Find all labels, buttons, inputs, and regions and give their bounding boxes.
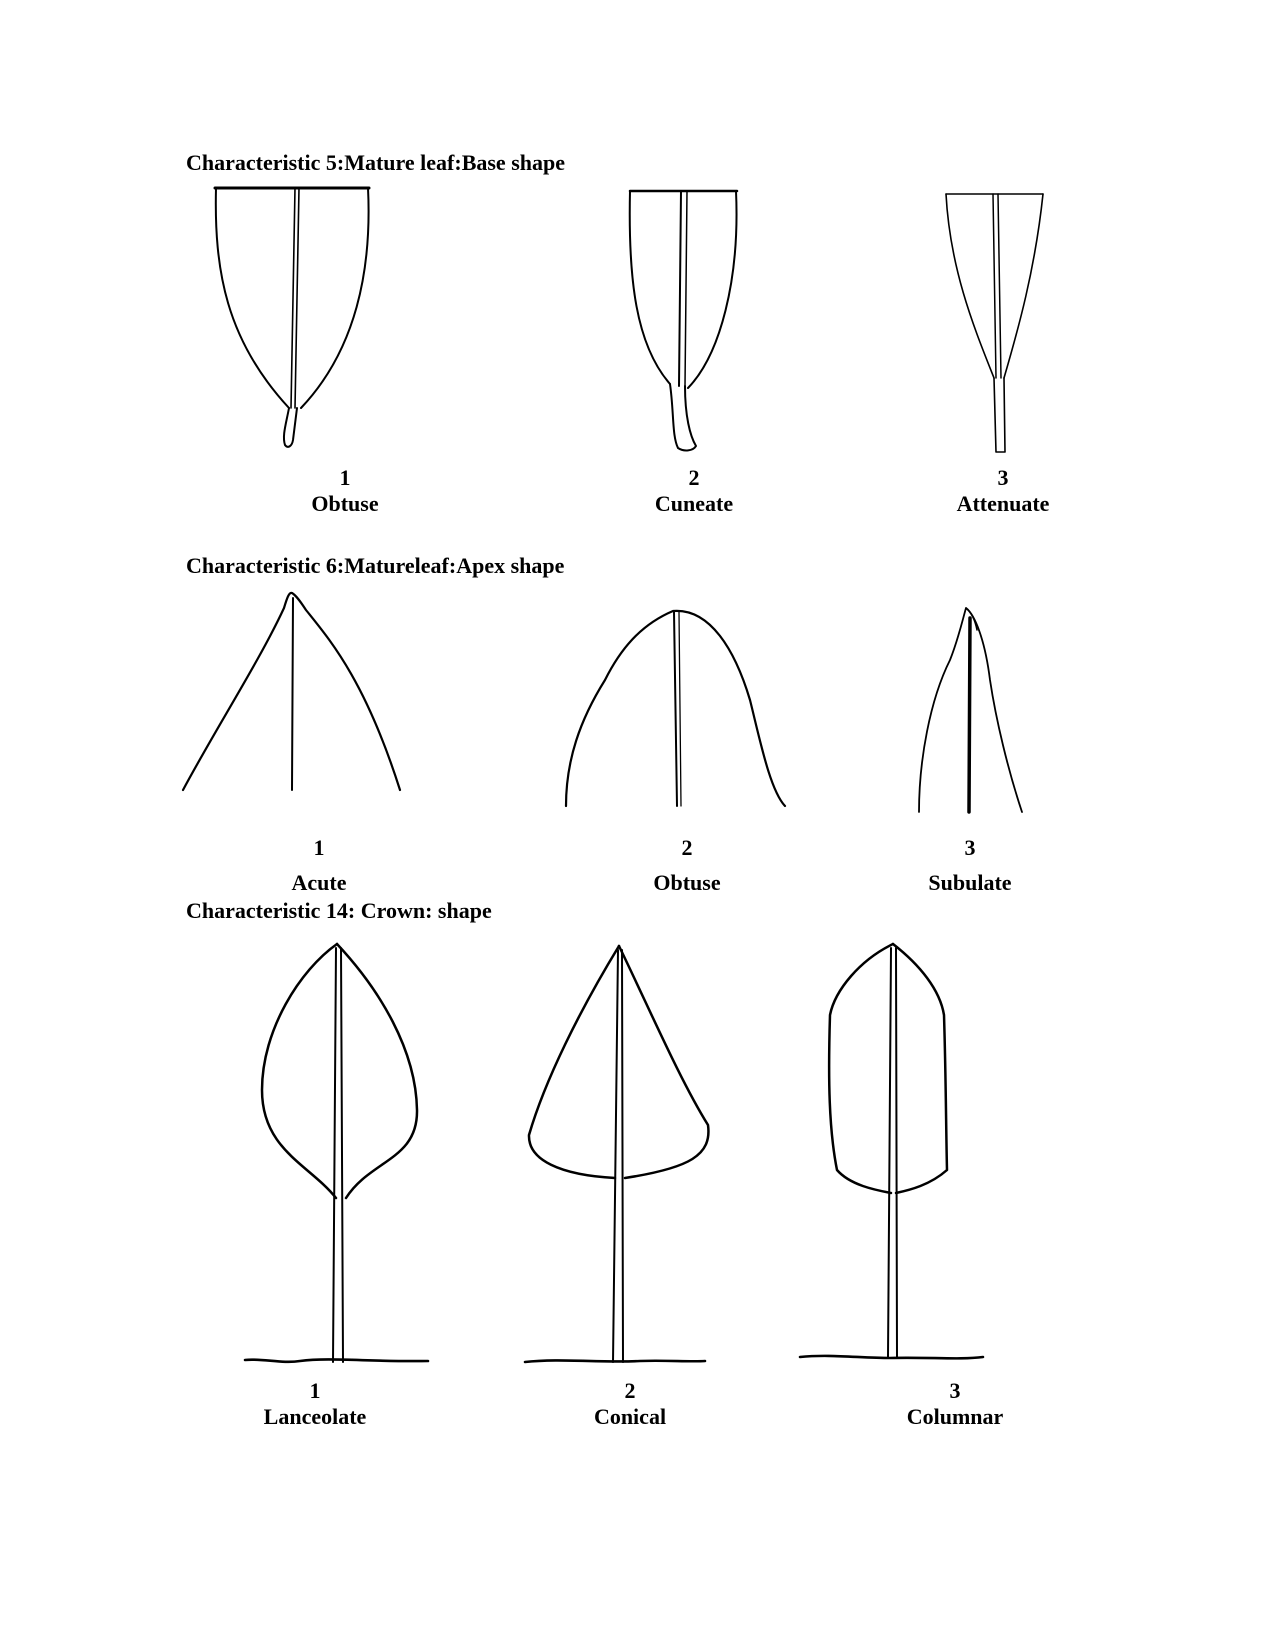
crown-lanceolate-drawing — [245, 944, 428, 1362]
item-label: Obtuse — [311, 491, 379, 516]
item-number: 3 — [997, 465, 1009, 490]
base-item-1 — [245, 465, 445, 517]
item-number: 3 — [964, 835, 976, 860]
apex-item-1 — [219, 830, 419, 900]
leaf-apex-obtuse-drawing — [566, 611, 785, 806]
item-label: Attenuate — [956, 491, 1050, 516]
apex-item-3 — [870, 830, 1070, 900]
item-label: Obtuse — [653, 870, 721, 895]
base-item-3 — [903, 465, 1103, 517]
item-number: 1 — [313, 835, 325, 860]
section-title-crown-shape: Characteristic 14: Crown: shape — [186, 898, 492, 923]
leaf-base-attenuate-drawing — [946, 194, 1043, 452]
section-title-apex-shape: Characteristic 6:Matureleaf:Apex shape — [186, 553, 565, 578]
leaf-apex-subulate-drawing — [919, 608, 1022, 812]
item-number: 2 — [624, 1378, 636, 1403]
leaf-base-obtuse-drawing — [215, 188, 369, 447]
item-number: 2 — [688, 465, 700, 490]
crown-item-2 — [530, 1378, 730, 1430]
item-label: Lanceolate — [263, 1404, 367, 1429]
item-label: Conical — [593, 1404, 667, 1429]
crown-conical-drawing — [525, 946, 708, 1362]
section-title-base-shape: Characteristic 5:Mature leaf:Base shape — [186, 150, 565, 175]
item-number: 1 — [309, 1378, 321, 1403]
item-label: Acute — [291, 870, 347, 895]
item-label: Cuneate — [654, 491, 734, 516]
item-number: 3 — [949, 1378, 961, 1403]
crown-item-3 — [855, 1378, 1055, 1430]
leaf-base-cuneate-drawing — [630, 191, 737, 450]
item-number: 1 — [339, 465, 351, 490]
crown-columnar-drawing — [800, 944, 983, 1358]
apex-item-2 — [587, 830, 787, 900]
item-label: Columnar — [906, 1404, 1004, 1429]
base-item-2 — [594, 465, 794, 517]
leaf-apex-acute-drawing — [183, 593, 400, 790]
crown-item-1 — [215, 1378, 415, 1430]
item-number: 2 — [681, 835, 693, 860]
item-label: Subulate — [928, 870, 1012, 895]
